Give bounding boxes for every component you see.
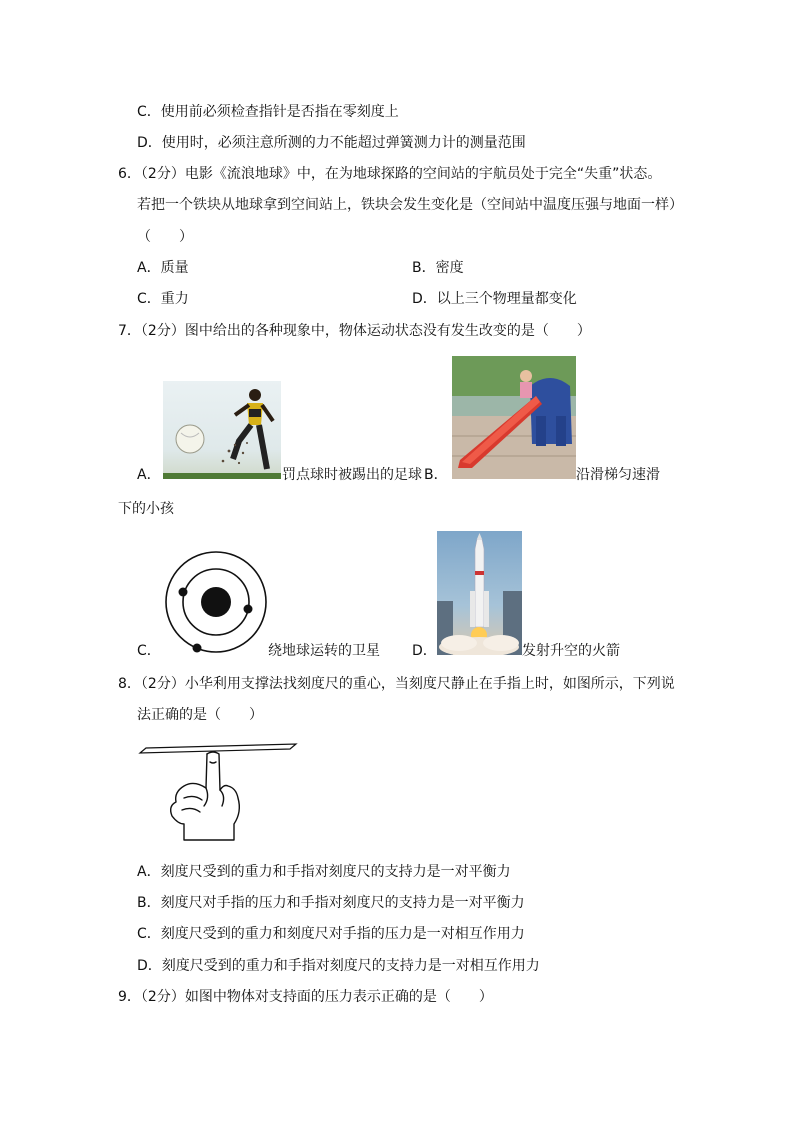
q6-stem-line3: （ ） bbox=[137, 229, 193, 245]
ruler-on-finger-diagram bbox=[138, 740, 298, 845]
q7-option-a-text: 罚点球时被踢出的足球 bbox=[282, 467, 422, 483]
q8-option-b: B．刻度尺对手指的压力和手指对刻度尺的支持力是一对平衡力 bbox=[137, 895, 525, 911]
rocket-launch-photo bbox=[437, 531, 522, 655]
q7-option-b-letter: B． bbox=[424, 467, 448, 483]
satellite-orbit-diagram bbox=[162, 548, 270, 656]
q5-option-c: C．使用前必须检查指针是否指在零刻度上 bbox=[137, 104, 399, 120]
q7-option-d-text: 发射升空的火箭 bbox=[522, 643, 620, 659]
slide-photo bbox=[452, 356, 576, 479]
q9-stem: 9．（2分）如图中物体对支持面的压力表示正确的是（ ） bbox=[118, 989, 493, 1005]
q7-option-d-letter: D． bbox=[412, 643, 437, 659]
soccer-kick-photo bbox=[163, 381, 281, 479]
q8-stem-line2: 法正确的是（ ） bbox=[137, 707, 263, 723]
q6-option-c: C．重力 bbox=[137, 291, 189, 307]
q6-stem-line2: 若把一个铁块从地球拿到空间站上，铁块会发生变化是（空间站中温度压强与地面一样） bbox=[137, 197, 683, 213]
q7-option-c-letter: C． bbox=[137, 643, 161, 659]
q7-option-b-continued: 下的小孩 bbox=[118, 501, 174, 517]
q7-option-c-text: 绕地球运转的卫星 bbox=[268, 643, 380, 659]
q6-stem-line1: 6．（2分）电影《流浪地球》中，在为地球探路的空间站的宇航员处于完全“失重”状态。 bbox=[118, 166, 662, 182]
q6-option-a: A．质量 bbox=[137, 260, 189, 276]
q8-option-a: A．刻度尺受到的重力和手指对刻度尺的支持力是一对平衡力 bbox=[137, 864, 511, 880]
q7-stem: 7．（2分）图中给出的各种现象中，物体运动状态没有发生改变的是（ ） bbox=[118, 323, 591, 339]
q7-option-a-letter: A． bbox=[137, 467, 161, 483]
q6-option-b: B．密度 bbox=[412, 260, 464, 276]
q5-option-d: D．使用时，必须注意所测的力不能超过弹簧测力计的测量范围 bbox=[137, 135, 526, 151]
q8-option-d: D．刻度尺受到的重力和手指对刻度尺的支持力是一对相互作用力 bbox=[137, 958, 540, 974]
q6-option-d: D．以上三个物理量都变化 bbox=[412, 291, 577, 307]
q8-stem-line1: 8．（2分）小华利用支撑法找刻度尺的重心，当刻度尺静止在手指上时，如图所示，下列说 bbox=[118, 676, 675, 692]
q7-option-b-text: 沿滑梯匀速滑 bbox=[576, 467, 660, 483]
q8-option-c: C．刻度尺受到的重力和刻度尺对手指的压力是一对相互作用力 bbox=[137, 926, 525, 942]
